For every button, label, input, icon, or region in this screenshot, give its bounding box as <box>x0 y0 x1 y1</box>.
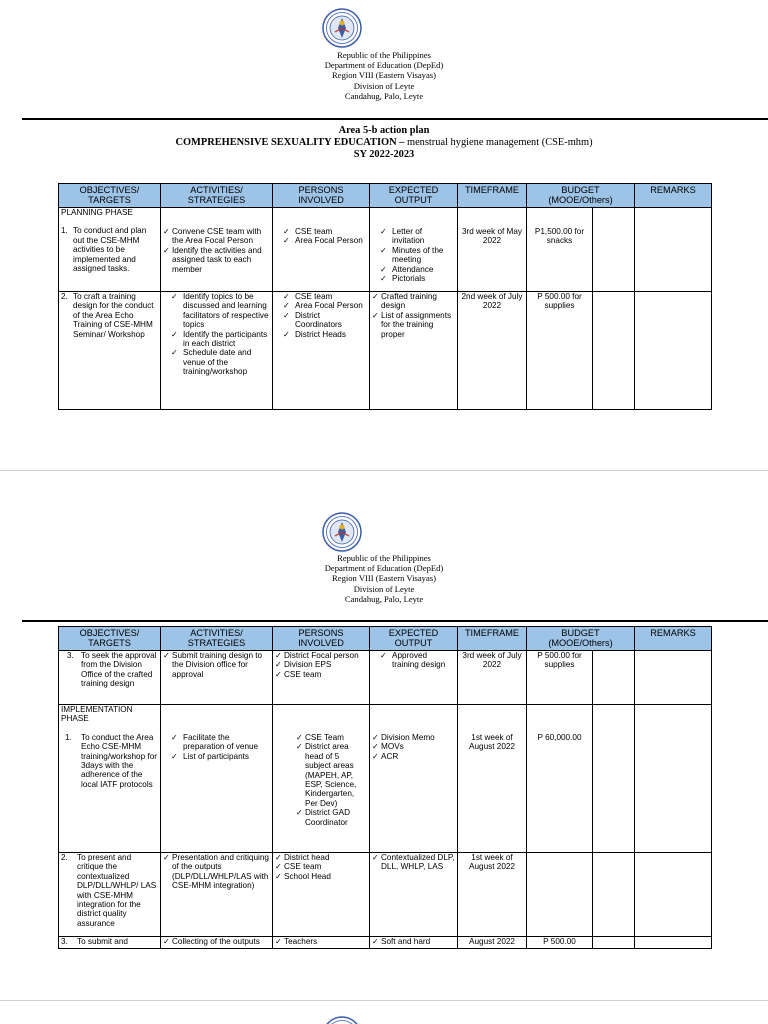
header-rule <box>22 118 768 120</box>
budget-extra-cell <box>593 292 635 410</box>
output-cell <box>370 292 458 410</box>
deped-seal-icon <box>322 512 362 552</box>
output-cell <box>370 651 458 705</box>
header-timeframe: TIMEFRAME <box>458 184 527 208</box>
phase-label: IMPLEMENTATION PHASE <box>61 705 133 724</box>
title-main: COMPREHENSIVE SEXUALITY EDUCATION – <box>175 137 405 148</box>
activity-item: ✓ Schedule date and venue of the training/workshop <box>183 348 270 376</box>
letterhead-line: Region VIII (Eastern Visayas) <box>332 573 436 584</box>
person-item: ✓ CSE team <box>284 862 367 871</box>
output-item: ✓ MOVs <box>381 742 455 751</box>
timeframe-cell: 2nd week of July 2022 <box>458 292 527 410</box>
budget-extra-cell <box>593 853 635 937</box>
table-row <box>59 292 712 410</box>
person-item: ✓ District Coordinators <box>295 311 367 330</box>
header-persons: PERSONS INVOLVED <box>273 627 370 651</box>
page-break <box>0 1000 768 1001</box>
output-item: ✓ Pictorials <box>392 274 455 283</box>
budget-cell: P 60,000.00 <box>527 705 593 853</box>
persons-cell <box>273 208 370 292</box>
person-item: ✓ District Focal person <box>284 651 367 660</box>
activity-item: ✓ Collecting of the outputs <box>172 937 270 946</box>
budget-cell: P 500.00 for supplies <box>527 292 593 410</box>
table-row <box>59 705 712 853</box>
header-activities: ACTIVITIES/ STRATEGIES <box>161 627 273 651</box>
action-plan-table-1 <box>58 183 712 410</box>
activities-cell <box>161 208 273 292</box>
objective-text: To submit and <box>77 937 128 946</box>
row-number: 2. <box>61 292 68 301</box>
output-item: ✓ List of assignments for the training proper <box>381 311 455 339</box>
output-item: ✓ Minutes of the meeting <box>392 246 455 265</box>
document-title <box>60 125 708 161</box>
person-item: ✓ School Head <box>284 872 367 881</box>
objective-text: To conduct and plan out the CSE-MHM activities to be implemented and assigned tasks. <box>73 226 147 274</box>
timeframe-cell: 1st week of August 2022 <box>458 705 527 853</box>
budget-cell: P 500.00 <box>527 937 593 949</box>
header-budget: BUDGET (MOOE/Others) <box>527 627 635 651</box>
timeframe-cell: 1st week of August 2022 <box>458 853 527 937</box>
objective-cell <box>59 853 161 937</box>
header-remarks: REMARKS <box>635 627 712 651</box>
title-line-1: Area 5-b action plan <box>338 125 430 136</box>
timeframe-cell: 3rd week of July 2022 <box>458 651 527 705</box>
objective-cell <box>59 651 161 705</box>
remarks-cell <box>635 208 712 292</box>
activity-item: ✓ Identify the participants in each district <box>183 330 270 349</box>
output-item: ✓ Letter of invitation <box>392 227 455 246</box>
person-item: ✓ District head <box>284 853 367 862</box>
person-item: ✓ Area Focal Person <box>295 301 367 310</box>
objective-text: To seek the approval from the Division Office of the crafted training design <box>81 651 157 689</box>
budget-extra-cell <box>593 208 635 292</box>
activity-item: ✓ Identify the activities and assigned task to each member <box>172 246 270 274</box>
header-timeframe: TIMEFRAME <box>458 627 527 651</box>
budget-cell <box>527 853 593 937</box>
objective-cell <box>59 937 161 949</box>
letterhead-line: Republic of the Philippines <box>337 553 431 563</box>
row-number: 1. <box>61 226 68 236</box>
table-row <box>59 853 712 937</box>
letterhead-line: Candahug, Palo, Leyte <box>344 90 424 101</box>
header-persons: PERSONS INVOLVED <box>273 184 370 208</box>
table-header-row <box>59 627 712 651</box>
row-number: 3. <box>61 937 68 946</box>
output-item: ✓ Attendance <box>392 265 455 274</box>
activity-item: ✓ List of participants <box>183 752 270 761</box>
table-row <box>59 937 712 949</box>
persons-cell <box>273 705 370 853</box>
persons-cell <box>273 292 370 410</box>
timeframe-cell: August 2022 <box>458 937 527 949</box>
output-item: ✓ Contextualized DLP, DLL, WHLP, LAS <box>381 853 455 872</box>
objective-text: To craft a training design for the conduct of the Area Echo Training of CSE-MHM Seminar/ Workshop <box>73 292 154 339</box>
timeframe-cell: 3rd week of May 2022 <box>458 208 527 292</box>
document-page-1 <box>0 0 768 470</box>
person-item: ✓ Area Focal Person <box>295 236 367 245</box>
person-item: ✓ District Heads <box>295 330 367 339</box>
letterhead <box>234 50 534 101</box>
header-output: EXPECTED OUTPUT <box>370 627 458 651</box>
objective-cell <box>59 292 161 410</box>
header-budget: BUDGET (MOOE/Others) <box>527 184 635 208</box>
document-page-2 <box>0 470 768 1000</box>
remarks-cell <box>635 705 712 853</box>
letterhead-line: Candahug, Palo, Leyte <box>344 593 424 604</box>
output-cell <box>370 208 458 292</box>
objective-cell <box>59 705 161 853</box>
letterhead-line: Division of Leyte <box>353 583 415 594</box>
header-rule <box>22 620 768 622</box>
table-row <box>59 651 712 705</box>
person-item: ✓ CSE team <box>295 292 367 301</box>
person-item: ✓ Teachers <box>284 937 367 946</box>
activity-item: ✓ Facilitate the preparation of venue <box>183 733 270 752</box>
output-item: ✓ Division Memo <box>381 733 455 742</box>
row-number: 3. <box>67 651 74 660</box>
remarks-cell <box>635 651 712 705</box>
deped-seal-icon <box>322 1016 362 1024</box>
budget-cell: P 500.00 for supplies <box>527 651 593 705</box>
persons-cell <box>273 853 370 937</box>
person-item: ✓ District GAD Coordinator <box>305 808 367 827</box>
output-item: ✓ Approved training design <box>392 651 455 670</box>
activities-cell <box>161 937 273 949</box>
persons-cell <box>273 937 370 949</box>
objective-text: To present and critique the contextualized DLP/DLL/WHLP/ LAS with CSE-MHM integration for the district quality assurance <box>77 853 157 928</box>
title-line-3: SY 2022-2023 <box>353 149 415 160</box>
letterhead-line: Region VIII (Eastern Visayas) <box>332 70 436 81</box>
row-number: 1. <box>65 732 72 742</box>
output-item: ✓ Crafted training design <box>381 292 455 311</box>
budget-extra-cell <box>593 937 635 949</box>
remarks-cell <box>635 853 712 937</box>
output-item: ✓ ACR <box>381 752 455 761</box>
activity-item: ✓ Presentation and critiquing of the outputs (DLP/DLL/WHLP/LAS with CSE-MHM integration) <box>172 853 270 891</box>
title-sub: menstrual hygiene management (CSE-mhm) <box>404 137 593 148</box>
person-item: ✓ CSE team <box>295 227 367 236</box>
person-item: ✓ Division EPS <box>284 660 367 669</box>
output-cell <box>370 853 458 937</box>
person-item: ✓ CSE team <box>284 670 367 679</box>
header-activities: ACTIVITIES/ STRATEGIES <box>161 184 273 208</box>
output-item: ✓ Soft and hard <box>381 937 455 946</box>
activity-item: ✓ Submit training design to the Division office for approval <box>172 651 270 679</box>
objective-text: To conduct the Area Echo CSE-MHM training/workshop for 3days with the adherence of the local IATF protocols <box>81 732 157 789</box>
activity-item: ✓ Identify topics to be discussed and learning facilitators of respective topics <box>183 292 270 330</box>
header-output: EXPECTED OUTPUT <box>370 184 458 208</box>
action-plan-table-2 <box>58 626 712 949</box>
activities-cell <box>161 292 273 410</box>
persons-cell <box>273 651 370 705</box>
activity-item: ✓ Convene CSE team with the Area Focal Person <box>172 227 270 246</box>
budget-extra-cell <box>593 705 635 853</box>
budget-cell: P1,500.00 for snacks <box>527 208 593 292</box>
letterhead-line: Department of Education (DepEd) <box>324 563 444 574</box>
header-objectives: OBJECTIVES/ TARGETS <box>59 627 161 651</box>
remarks-cell <box>635 292 712 410</box>
letterhead-line: Department of Education (DepEd) <box>324 60 444 71</box>
table-header-row <box>59 184 712 208</box>
title-line-2 <box>60 137 708 149</box>
letterhead-line: Republic of the Philippines <box>337 50 431 60</box>
row-number: 2. <box>61 853 68 862</box>
budget-extra-cell <box>593 651 635 705</box>
phase-label: PLANNING PHASE <box>61 208 133 217</box>
person-item: ✓ CSE Team <box>305 733 367 742</box>
header-objectives: OBJECTIVES/ TARGETS <box>59 184 161 208</box>
table-row <box>59 208 712 292</box>
remarks-cell <box>635 937 712 949</box>
letterhead-line: Division of Leyte <box>353 80 415 91</box>
output-cell <box>370 937 458 949</box>
activities-cell <box>161 853 273 937</box>
activities-cell <box>161 651 273 705</box>
header-remarks: REMARKS <box>635 184 712 208</box>
activities-cell <box>161 705 273 853</box>
person-item: ✓ District area head of 5 subject areas (MAPEH, AP, ESP, Science, Kindergarten, Per Dev) <box>305 742 367 808</box>
deped-seal-icon <box>322 8 362 48</box>
objective-cell <box>59 208 161 292</box>
letterhead <box>234 553 534 604</box>
output-cell <box>370 705 458 853</box>
